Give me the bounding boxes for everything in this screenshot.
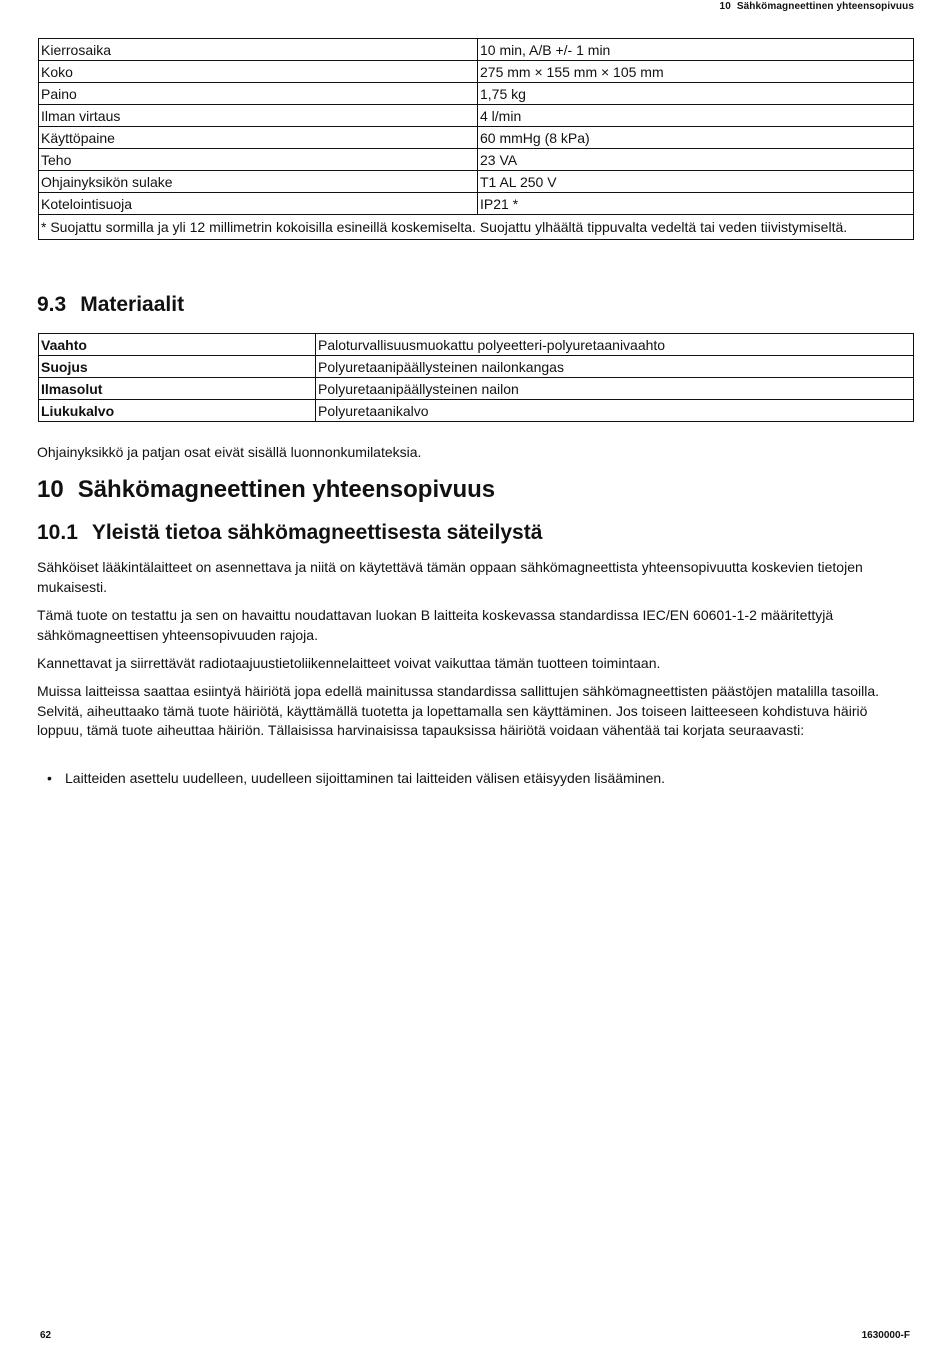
section-title: Materiaalit <box>80 293 185 316</box>
subsection-heading <box>37 521 542 545</box>
spec-label: Ohjainyksikön sulake <box>39 171 478 193</box>
material-value: Polyuretaanikalvo <box>316 400 914 422</box>
chapter-number: 10 <box>37 476 64 503</box>
spec-value: IP21 * <box>478 193 914 215</box>
spec-label: Paino <box>39 83 478 105</box>
section-number: 9.3 <box>37 293 67 316</box>
running-header-title: Sähkömagneettinen yhteensopivuus <box>736 1 914 12</box>
spec-label: Kierrosaika <box>39 39 478 61</box>
table-row <box>39 61 914 83</box>
list-item <box>47 769 907 789</box>
spec-label: Käyttöpaine <box>39 127 478 149</box>
spec-label: Koko <box>39 61 478 83</box>
material-value: Polyuretaanipäällysteinen nailon <box>316 378 914 400</box>
document-code: 1630000-F <box>861 1330 910 1341</box>
table-row <box>39 378 914 400</box>
table-row <box>39 171 914 193</box>
chapter-title: Sähkömagneettinen yhteensopivuus <box>77 476 496 503</box>
paragraph: Sähköiset lääkintälaitteet on asennettava ja niitä on käytettävä tämän oppaan sähkömagneettista yhteensopivuutta koskevien tietojen mukaisesti. <box>37 559 863 595</box>
table-footnote: * Suojattu sormilla ja yli 12 millimetrin kokoisilla esineillä koskemiselta. Suojattu ylhäältä tippuvalta vedeltä tai veden tiivistymiseltä. <box>39 215 914 240</box>
subsection-title: Yleistä tietoa sähkömagneettisesta säteilystä <box>91 521 543 544</box>
paragraph: Tämä tuote on testattu ja sen on havaittu noudattavan luokan B laitteita koskevassa standardissa IEC/EN 60601-1-2 määritettyjä sähkömagneettisen yhteensopivuuden rajoja. <box>37 607 834 643</box>
table-row <box>39 193 914 215</box>
spec-label: Ilman virtaus <box>39 105 478 127</box>
material-label: Ilmasolut <box>39 378 316 400</box>
spec-value: 10 min, A/B +/- 1 min <box>478 39 914 61</box>
spec-value: 4 l/min <box>478 105 914 127</box>
spec-label: Teho <box>39 149 478 171</box>
page-number: 62 <box>40 1330 52 1341</box>
table-row <box>39 400 914 422</box>
table-row <box>39 334 914 356</box>
paragraph: Kannettavat ja siirrettävät radiotaajuustietoliikennelaitteet voivat vaikuttaa tämän tuotteen toimintaan. <box>37 655 661 671</box>
spec-value: 275 mm × 155 mm × 105 mm <box>478 61 914 83</box>
table-row <box>39 39 914 61</box>
materials-note: Ohjainyksikkö ja patjan osat eivät sisällä luonnonkumilateksia. <box>37 444 422 460</box>
table-footnote-row <box>39 215 914 240</box>
subsection-number: 10.1 <box>37 521 78 544</box>
running-header-number: 10 <box>719 1 731 12</box>
materials-table <box>38 333 914 422</box>
bullet-icon: • <box>47 770 52 786</box>
material-label: Liukukalvo <box>39 400 316 422</box>
spec-value: T1 AL 250 V <box>478 171 914 193</box>
material-value: Polyuretaanipäällysteinen nailonkangas <box>316 356 914 378</box>
spec-value: 23 VA <box>478 149 914 171</box>
spec-value: 60 mmHg (8 kPa) <box>478 127 914 149</box>
paragraph: Muissa laitteissa saattaa esiintyä häiriötä jopa edellä mainitussa standardissa sallittujen sähkömagneettisten päästöjen matalilla tasoilla. Selvitä, aiheuttaako tämä tuote häiriötä, käyttämällä tuotetta ja lopettamalla sen käyttäminen. Jos toiseen laitteeseen kohdistuva häiriö loppuu, tämä tuote aiheuttaa häiriön. Tällaisissa harvinaisissa tapauksissa häiriötä voidaan vähentää tai korjata seuraavasti: <box>37 683 880 739</box>
list-item-text: Laitteiden asettelu uudelleen, uudelleen sijoittaminen tai laitteiden välisen etäisyyden lisääminen. <box>65 770 666 786</box>
material-label: Suojus <box>39 356 316 378</box>
table-row <box>39 149 914 171</box>
running-header <box>720 1 914 12</box>
specifications-table <box>38 38 914 240</box>
chapter-heading <box>37 476 495 504</box>
spec-value: 1,75 kg <box>478 83 914 105</box>
table-row <box>39 127 914 149</box>
table-row <box>39 105 914 127</box>
section-heading-materials <box>37 293 184 317</box>
table-row <box>39 83 914 105</box>
table-row <box>39 356 914 378</box>
material-label: Vaahto <box>39 334 316 356</box>
material-value: Paloturvallisuusmuokattu polyeetteri-polyuretaanivaahto <box>316 334 914 356</box>
spec-label: Kotelointisuoja <box>39 193 478 215</box>
